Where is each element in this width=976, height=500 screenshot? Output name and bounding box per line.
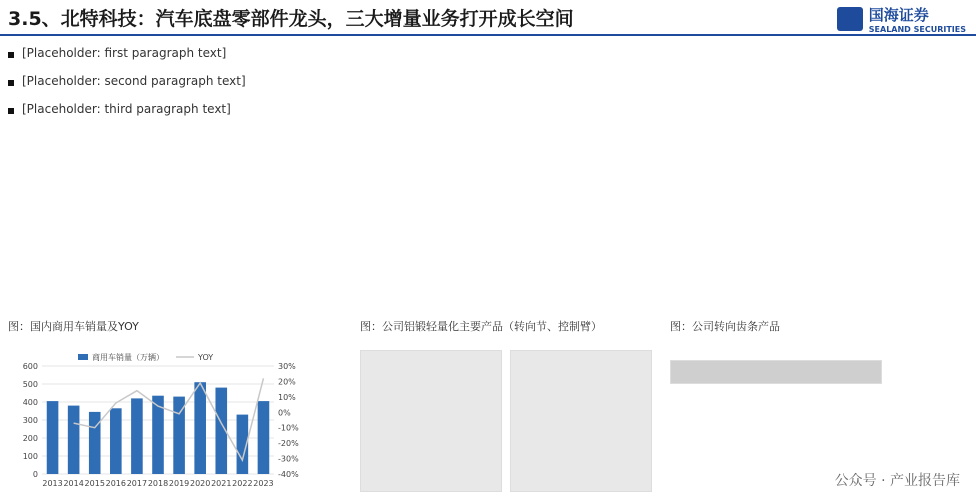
- page-title: 3.5、北特科技：汽车底盘零部件龙头，三大增量业务打开成长空间: [8, 8, 574, 30]
- legend-swatch-sales: [78, 354, 88, 360]
- bullet-text: [Placeholder: first paragraph text]: [22, 46, 227, 60]
- x-tick-label: 2022: [232, 479, 253, 488]
- figure-3: [670, 318, 970, 334]
- rack-image: [670, 360, 882, 384]
- bar: [258, 401, 270, 474]
- brand-logo: [837, 4, 966, 34]
- brand-name-en: SEALAND SECURITIES: [868, 25, 966, 34]
- figure-caption: 图：公司转向齿条产品: [670, 320, 780, 333]
- bar: [131, 398, 143, 474]
- watermark: 公众号 · 产业报告库: [834, 473, 960, 489]
- bar: [194, 382, 206, 474]
- bullet-marker: [8, 52, 14, 58]
- yoy-line: [74, 378, 264, 460]
- legend-label-sales: 商用车销量（万辆）: [92, 353, 164, 362]
- x-tick-label: 2021: [211, 479, 232, 488]
- y-tick-label: 0: [32, 470, 38, 479]
- y2-tick-label: 30%: [278, 362, 296, 371]
- bullet-1: [8, 44, 966, 62]
- content: [8, 44, 966, 128]
- y2-tick-label: 20%: [278, 377, 296, 387]
- x-tick-label: 2015: [84, 479, 105, 488]
- chart-svg: [8, 350, 308, 496]
- bullet-2: [8, 72, 966, 90]
- figure-caption: 图：公司铝锻轻量化主要产品（转向节、控制臂）: [360, 320, 602, 333]
- header-rule: [0, 34, 976, 36]
- y-tick-label: 300: [22, 416, 38, 425]
- bullet-marker: [8, 80, 14, 86]
- y2-tick-label: -40%: [278, 470, 299, 479]
- x-tick-label: 2014: [63, 479, 84, 488]
- y2-tick-label: 0%: [278, 408, 291, 418]
- y2-tick-label: -30%: [278, 454, 299, 464]
- product-image-1: [360, 350, 502, 492]
- figure-2: [360, 318, 660, 334]
- y2-tick-label: -10%: [278, 423, 299, 433]
- sales-chart: [8, 350, 308, 496]
- bullet-marker: [8, 108, 14, 114]
- x-tick-label: 2013: [42, 479, 63, 488]
- y2-tick-label: -20%: [278, 439, 299, 449]
- x-tick-label: 2023: [253, 479, 274, 488]
- bullet-3: [8, 100, 966, 118]
- header: [0, 0, 976, 36]
- y-tick-label: 400: [22, 398, 38, 407]
- product-image-2: [510, 350, 652, 492]
- legend-label-yoy: YOY: [198, 353, 214, 362]
- brand-name: 国海证券: [868, 6, 929, 24]
- y-tick-label: 600: [22, 362, 38, 371]
- x-tick-label: 2017: [126, 479, 148, 488]
- y2-tick-label: 10%: [278, 392, 296, 402]
- bar: [89, 412, 101, 474]
- y-tick-label: 100: [22, 452, 38, 461]
- x-tick-label: 2018: [147, 479, 169, 488]
- brand-mark-icon: [837, 7, 863, 31]
- x-tick-label: 2019: [168, 479, 190, 488]
- x-tick-label: 2016: [105, 479, 126, 488]
- figure-caption: 图：国内商用车销量及YOY: [8, 320, 139, 333]
- y-tick-label: 200: [22, 434, 38, 443]
- x-tick-label: 2020: [190, 479, 211, 488]
- bar: [68, 406, 80, 474]
- y-tick-label: 500: [22, 380, 38, 389]
- figure-1: [8, 318, 308, 334]
- bar: [110, 408, 122, 474]
- bullet-text: [Placeholder: second paragraph text]: [22, 74, 246, 88]
- bullet-text: [Placeholder: third paragraph text]: [22, 102, 231, 116]
- bar: [47, 401, 59, 474]
